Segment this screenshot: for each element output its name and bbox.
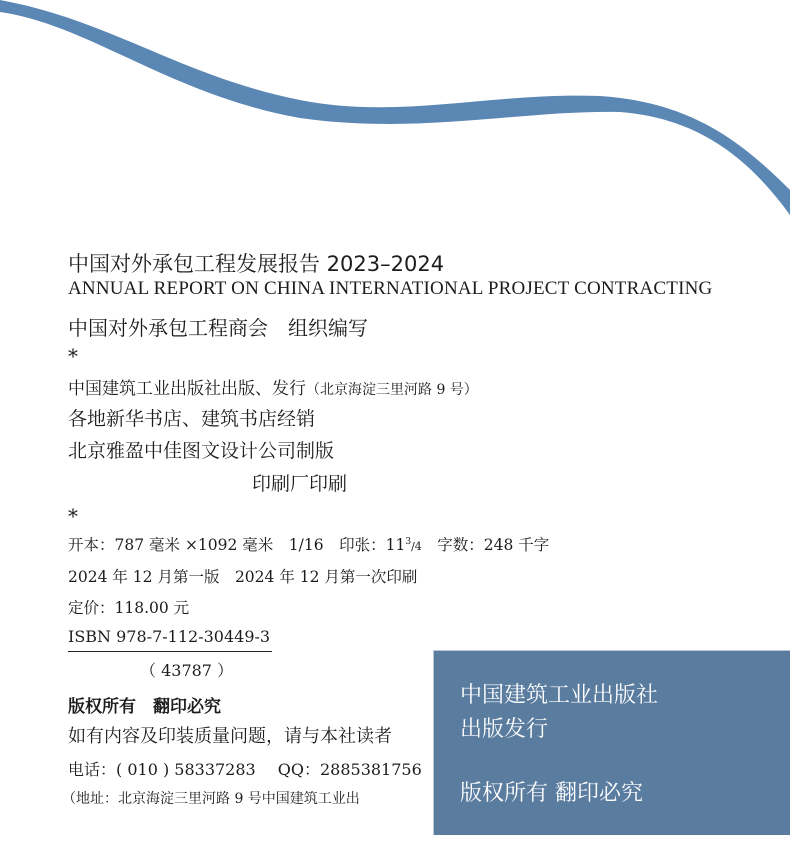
catalog-code: （ 43787 ） bbox=[140, 661, 234, 680]
panel-publisher: 中国建筑工业出版社 bbox=[460, 683, 659, 708]
decorative-wave-band bbox=[0, 0, 790, 230]
format-label: 开本：787 毫米 ×1092 毫米 1/16 印张：11 bbox=[68, 536, 406, 554]
editor-line: 中国对外承包工程商会 组织编写 bbox=[68, 316, 368, 340]
panel-publish-issue: 出版发行 bbox=[460, 717, 549, 742]
edition-line: 2024 年 12 月第一版 2024 年 12 月第一次印刷 bbox=[68, 568, 418, 586]
address-line: （地址：北京海淀三里河路 9 号中国建筑工业出 bbox=[62, 791, 360, 807]
word-count: 字数：248 千字 bbox=[421, 536, 550, 554]
isbn-line: ISBN 978-7-112-30449-3 bbox=[68, 627, 272, 652]
english-title: ANNUAL REPORT ON CHINA INTERNATIONAL PROJECT CONTRACTING bbox=[68, 278, 713, 299]
price-line: 定价：118.00 元 bbox=[68, 599, 190, 617]
phone-line bbox=[68, 757, 422, 780]
sheets-subscript: /4 bbox=[411, 540, 422, 553]
publisher-line bbox=[68, 374, 478, 399]
publisher-address: （北京海淀三里河路 9 号） bbox=[306, 382, 478, 398]
plate-making-line: 北京雅盈中佳图文设计公司制版 bbox=[68, 440, 335, 462]
format-spec-line bbox=[68, 533, 549, 555]
panel-rights: 版权所有 翻印必究 bbox=[460, 781, 643, 806]
rights-line: 版权所有 翻印必究 bbox=[68, 697, 221, 717]
book-title: 中国对外承包工程发展报告 2023–2024 bbox=[68, 252, 445, 276]
qq-number: QQ：2885381756 bbox=[277, 760, 422, 779]
overlay-info-panel bbox=[433, 650, 790, 835]
sheets-superscript: 3 bbox=[405, 536, 412, 547]
phone-number: 电话：( 010 ) 58337283 bbox=[68, 760, 256, 779]
printing-line: 印刷厂印刷 bbox=[252, 473, 348, 495]
separator-star-1: * bbox=[68, 344, 78, 368]
distribution-line: 各地新华书店、建筑书店经销 bbox=[68, 408, 316, 430]
publisher-name: 中国建筑工业出版社出版、发行 bbox=[68, 379, 306, 399]
separator-star-2: * bbox=[68, 504, 78, 528]
contact-line: 如有内容及印装质量问题，请与本社读者 bbox=[68, 726, 392, 747]
